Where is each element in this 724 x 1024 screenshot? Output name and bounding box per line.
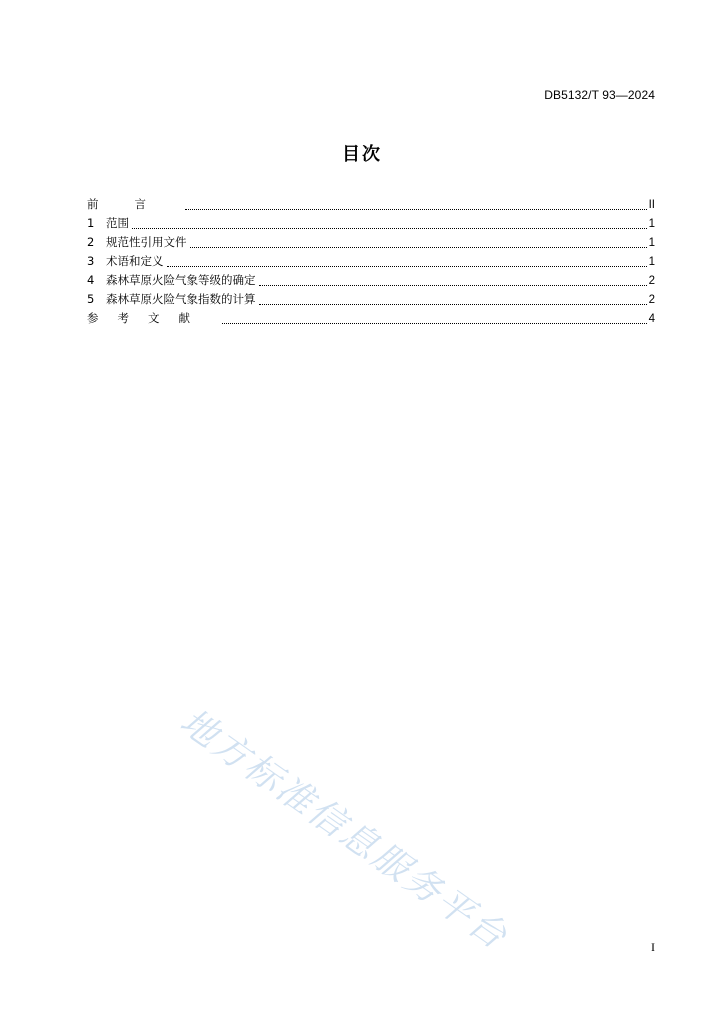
toc-entry-bibliography[interactable] <box>87 307 655 326</box>
toc-entry-label: 森林草原火险气象指数的计算 <box>106 292 256 306</box>
toc-entry-label: 规范性引用文件 <box>106 235 187 249</box>
watermark: 地方标准信息服务平台 <box>172 701 516 959</box>
toc-entry-label-wrap <box>87 252 166 271</box>
toc-entry-scope[interactable] <box>87 212 655 231</box>
toc-leader-dots <box>132 214 647 229</box>
toc-entry-page: II <box>648 199 655 211</box>
toc-entry-page: 1 <box>648 256 655 268</box>
toc-entry-terms-definitions[interactable] <box>87 250 655 269</box>
toc-entry-label-wrap <box>87 233 189 252</box>
toc-entry-label-wrap <box>87 214 131 233</box>
toc-leader-dots <box>259 290 647 305</box>
toc-entry-number: 5 <box>87 292 95 306</box>
toc-entry-page: 1 <box>648 237 655 249</box>
toc-entry-label: 森林草原火险气象等级的确定 <box>106 273 256 287</box>
table-of-contents <box>87 193 655 326</box>
toc-leader-dots <box>222 309 647 324</box>
toc-entry-number: 1 <box>87 216 95 230</box>
toc-leader-dots <box>190 233 647 248</box>
toc-entry-page: 1 <box>648 218 655 230</box>
toc-entry-fire-danger-level[interactable] <box>87 269 655 288</box>
toc-entry-page: 2 <box>648 275 655 287</box>
toc-entry-label-wrap <box>87 271 258 290</box>
toc-leader-dots <box>185 195 647 210</box>
toc-leader-dots <box>259 271 647 286</box>
toc-entry-label: 参考文献 <box>87 311 209 325</box>
toc-entry-fire-danger-index[interactable] <box>87 288 655 307</box>
toc-entry-label: 范围 <box>106 216 129 230</box>
toc-entry-number: 4 <box>87 273 95 287</box>
toc-entry-page: 4 <box>648 313 655 325</box>
toc-entry-label: 前言 <box>87 197 182 211</box>
toc-entry-foreword[interactable] <box>87 193 655 212</box>
toc-entry-label: 术语和定义 <box>106 254 164 268</box>
toc-title: 目次 <box>342 144 382 165</box>
document-code: DB5132/T 93—2024 <box>544 88 655 102</box>
toc-entry-label-wrap <box>87 290 258 309</box>
toc-leader-dots <box>167 252 647 267</box>
toc-entry-number: 2 <box>87 235 95 249</box>
page-number: I <box>651 940 655 954</box>
toc-entry-number: 3 <box>87 254 95 268</box>
toc-entry-page: 2 <box>648 294 655 306</box>
toc-entry-normative-references[interactable] <box>87 231 655 250</box>
